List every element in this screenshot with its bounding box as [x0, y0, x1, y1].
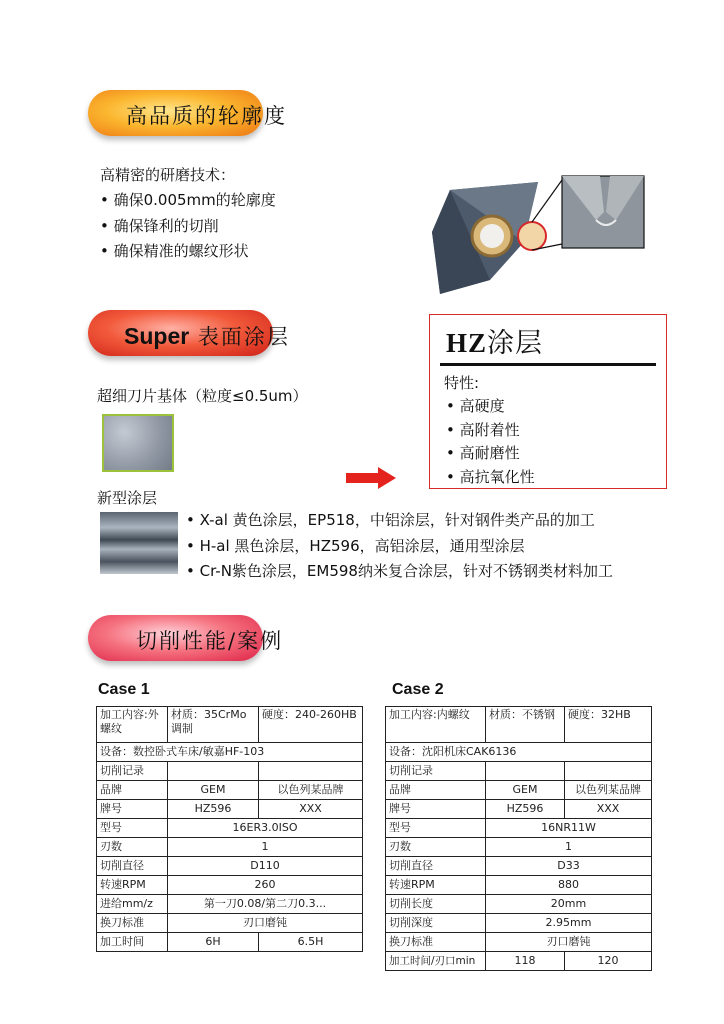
case2-cell: 118 [486, 952, 565, 971]
case1-row-label: 换刀标准 [97, 914, 168, 933]
case2-cell: 20mm [486, 895, 652, 914]
case1-row-label: 品牌 [97, 781, 168, 800]
case2-row-label: 品牌 [386, 781, 486, 800]
case1-cell: GEM [168, 781, 259, 800]
case2-cell: XXX [565, 800, 652, 819]
case2-row-label: 加工时间/刃口min [386, 952, 486, 971]
quality-bullet-list [100, 188, 276, 265]
heading-coating-latin: Super [124, 323, 190, 349]
case1-log-label: 切削记录 [97, 762, 168, 781]
hz-prop: • 高抗氧化性 [446, 467, 535, 486]
case1-header-cell: 加工内容:外螺纹 [97, 707, 168, 743]
case1-header-cell: 硬度：240-260HB [259, 707, 363, 743]
case2-row-label: 换刀标准 [386, 933, 486, 952]
hz-divider [440, 363, 656, 366]
case1-cell: 1 [168, 838, 363, 857]
hz-prop: • 高硬度 [446, 397, 505, 415]
case1-cell: 16ER3.0ISO [168, 819, 363, 838]
case1-cell: HZ596 [168, 800, 259, 819]
case1-cell: 6.5H [259, 933, 363, 952]
coating-item: • X-al 黄色涂层，EP518，中铝涂层，针对钢件类产品的加工 [186, 511, 595, 529]
heading-quality: 高品质的轮廓度 [126, 104, 287, 128]
case2-log-label: 切削记录 [386, 762, 486, 781]
case1-header-cell: 材质：35CrMo调制 [168, 707, 259, 743]
case2-row-label: 切削深度 [386, 914, 486, 933]
case1-cell: D110 [168, 857, 363, 876]
case1-row-label: 牌号 [97, 800, 168, 819]
case2-row-label: 切削长度 [386, 895, 486, 914]
case1-row-label: 转速RPM [97, 876, 168, 895]
case2-cell: 880 [486, 876, 652, 895]
hz-title-latin: HZ [446, 328, 488, 358]
case2-header-cell: 加工内容:内螺纹 [386, 707, 486, 743]
heading-cases: 切削性能/案例 [136, 629, 284, 653]
case2-equipment: 设备：沈阳机床CAK6136 [386, 743, 652, 762]
case2-row-label: 牌号 [386, 800, 486, 819]
substrate-texture-image [102, 414, 174, 472]
case2-cell: 16NR11W [486, 819, 652, 838]
case1-row-label: 进给mm/z [97, 895, 168, 914]
arrow-icon [346, 467, 396, 489]
case2-title: Case 2 [392, 681, 444, 698]
quality-bullet: • 确保0.005mm的轮廓度 [100, 191, 276, 209]
case1-cell: 第一刀0.08/第二刀0.3... [168, 895, 363, 914]
coating-label: 新型涂层 [97, 489, 158, 507]
case1-cell: 以色列某品牌 [259, 781, 363, 800]
coating-texture-image [100, 512, 178, 574]
coating-item: • H-al 黑色涂层，HZ596，高铝涂层，通用型涂层 [186, 536, 525, 555]
hz-title [446, 321, 543, 360]
case2-cell: HZ596 [486, 800, 565, 819]
heading-coating-cjk: 表面涂层 [189, 325, 290, 349]
case2-row-label: 切削直径 [386, 857, 486, 876]
case1-row-label: 刃数 [97, 838, 168, 857]
case2-cell: 1 [486, 838, 652, 857]
case1-cell: 刃口磨钝 [168, 914, 363, 933]
case1-cell: XXX [259, 800, 363, 819]
case1-table [96, 706, 363, 952]
case2-row-label: 转速RPM [386, 876, 486, 895]
quality-bullet: • 确保精准的螺纹形状 [100, 242, 249, 260]
case2-row-label: 刃数 [386, 838, 486, 857]
case2-row-label: 型号 [386, 819, 486, 838]
heading-coating [124, 321, 290, 351]
case1-row-label: 切削直径 [97, 857, 168, 876]
hz-coating-box [429, 314, 667, 489]
case1-blank-cell [259, 762, 363, 781]
coating-list [186, 508, 613, 585]
hz-prop: • 高附着性 [446, 420, 520, 439]
hz-props-list [446, 395, 535, 489]
case1-row-label: 加工时间 [97, 933, 168, 952]
case1-cell: 260 [168, 876, 363, 895]
case1-blank-cell [168, 762, 259, 781]
case2-blank-cell [486, 762, 565, 781]
quality-bullet: • 确保锋利的切削 [100, 216, 219, 235]
case1-cell: 6H [168, 933, 259, 952]
case1-row-label: 型号 [97, 819, 168, 838]
case2-cell: GEM [486, 781, 565, 800]
case1-equipment: 设备：数控卧式车床/敏嘉HF-103 [97, 743, 363, 762]
case1-title: Case 1 [98, 681, 150, 698]
case2-header-cell: 材质：不锈钢 [486, 707, 565, 743]
case2-cell: 以色列某品牌 [565, 781, 652, 800]
substrate-label: 超细刀片基体（粒度≤0.5um） [97, 387, 308, 405]
hz-title-cjk: 涂层 [487, 328, 544, 359]
coating-item: • Cr-N紫色涂层，EM598纳米复合涂层，针对不锈钢类材料加工 [186, 562, 613, 580]
hz-prop: • 高耐磨性 [446, 444, 520, 462]
case2-cell: 刃口磨钝 [486, 933, 652, 952]
hz-props-label: 特性: [444, 374, 480, 392]
case2-table [385, 706, 652, 971]
case2-cell: 120 [565, 952, 652, 971]
case2-cell: 2.95mm [486, 914, 652, 933]
case2-header-cell: 硬度：32HB [565, 707, 652, 743]
case2-blank-cell [565, 762, 652, 781]
case2-cell: D33 [486, 857, 652, 876]
intro-text: 高精密的研磨技术： [100, 166, 236, 184]
insert-image [420, 172, 660, 302]
